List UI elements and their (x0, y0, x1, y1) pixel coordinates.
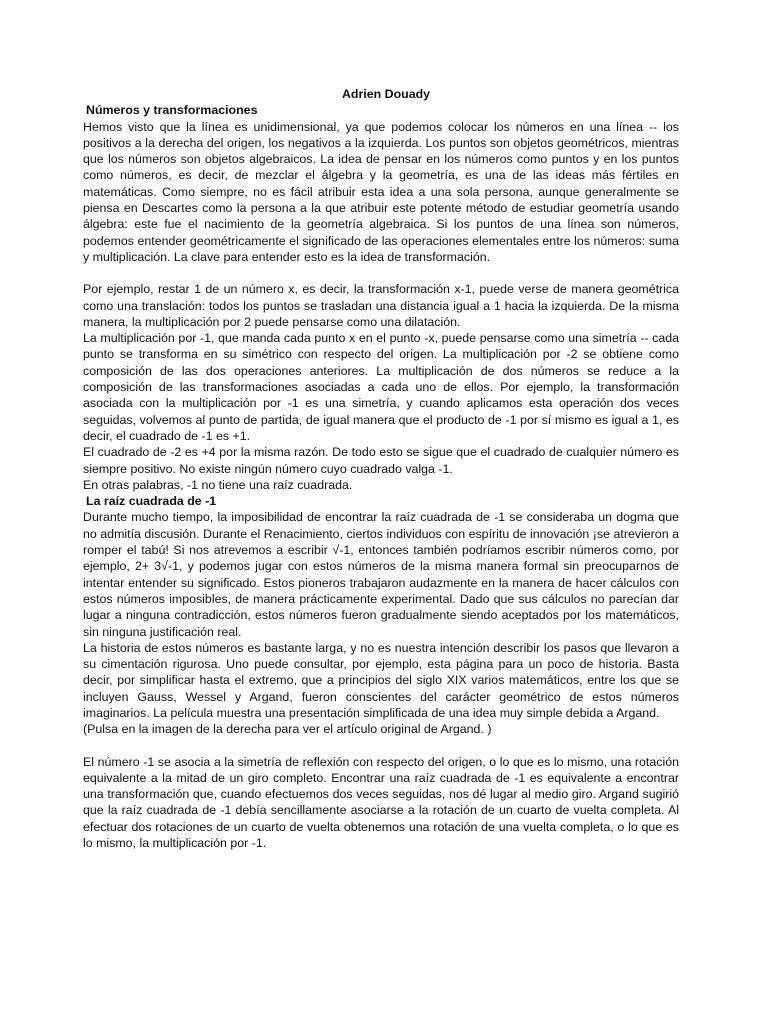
paragraph-3: La multiplicación por -1, que manda cada punto x en el punto -x, puede pensarse como una simetría -- cada punto se transforma en su simétrico con respecto del origen. La multiplicación por -2 se obtiene como composición de las dos operaciones anteriores. La multiplicación de dos números se reduce a la composición de las transformaciones asociadas a cada uno de ellos. Por ejemplo, la transformación asociada con la multiplicación por -1 es una simetría, y cuando aplicamos esta operación dos veces seguidas, volvemos al punto de partida, de igual manera que el producto de -1 por sí mismo es igual a 1, es decir, el cuadrado de -1 es +1. (83, 331, 679, 443)
document-title: Adrien Douady (341, 87, 431, 101)
paragraph-4: El cuadrado de -2 es +4 por la misma razón. De todo esto se sigue que el cuadrado de cualquier número es siempre positivo. No existe ningún número cuyo cuadrado valga -1. (83, 445, 679, 476)
paragraph-2: Por ejemplo, restar 1 de un número x, es decir, la transformación x-1, puede verse de manera geométrica como una translación: todos los puntos se trasladan una distancia igual a 1 hacia la izquierda. De la misma manera, la multiplicación por 2 puede pensarse como una dilatación. (83, 282, 679, 329)
paragraph-9: El número -1 se asocia a la simetría de reflexión con respecto del origen, o lo que es lo mismo, una rotación equivalente a la mitad de un giro completo. Encontrar una raíz cuadrada de -1 es equivalente a encontrar una transformación que, cuando efectuemos dos veces seguidas, nos dé lugar al medio giro. Argand sugirió que la raíz cuadrada de -1 debía sencillamente asociarse a la rotación de un cuarto de vuelta completa. Al efectuar dos rotaciones de un cuarto de vuelta obtenemos una rotación de una vuelta completa, o lo que es lo mismo, la multiplicación por -1. (83, 754, 679, 851)
paragraph-1: Hemos visto que la línea es unidimensional, ya que podemos colocar los números en una línea -- los positivos a la derecha del origen, los negativos a la izquierda. Los puntos son objetos geométricos, mientras que los números son objetos algebraicos. La idea de pensar en los números como puntos y en los puntos como números, es decir, de mezclar el álgebra y la geometría, es una de las ideas más fértiles en matemáticas. Como siempre, no es fácil atribuir esta idea a una sola persona, aunque generalmente se piensa en Descartes como la persona a la que atribuir este potente método de estudiar geometría usando álgebra: este fue el nacimiento de la geometría algebraica. Si los puntos de una línea son números, podemos entender geométricamente el significado de las operaciones elementales entre los números: suma y multiplicación. La clave para entender esto es la idea de transformación. (83, 119, 679, 264)
paragraph-6: Durante mucho tiempo, la imposibilidad de encontrar la raíz cuadrada de -1 se consideraba un dogma que no admitía discusión. Durante el Renacimiento, ciertos individuos con espíritu de innovación ¡se atrevieron a romper el tabú! Si nos atrevemos a escribir √-1, entonces también podríamos escribir números como, por ejemplo, 2+ 3√-1, y podemos jugar con estos números de la misma manera formal sin preocuparnos de intentar entender su significado. Estos pioneros trabajaron audazmente en la manera de hacer cálculos con estos números imposibles, de manera prácticamente experimental. Dado que sus cálculos no parecían dar lugar a ninguna contradicción, estos números fueron gradualmente siendo aceptados por los matemáticos, sin ninguna justificación real. (83, 510, 679, 639)
paragraph-7: La historia de estos números es bastante larga, y no es nuestra intención describir los pasos que llevaron a su cimentación rigurosa. Uno puede consultar, por ejemplo, esta página para un poco de historia. Basta decir, por simplificar hasta el extremo, que a principios del siglo XIX varios matemáticos, entre los que se incluyen Gauss, Wessel y Argand, fueron conscientes del carácter geométrico de estos números imaginarios. La película muestra una presentación simplificada de una idea muy simple debida a Argand. (83, 640, 679, 720)
paragraph-5: En otras palabras, -1 no tiene una raíz cuadrada. (83, 477, 353, 492)
paragraph-spacer (83, 265, 679, 281)
section-heading-raiz: La raíz cuadrada de -1 (86, 494, 217, 509)
paragraph-spacer (83, 738, 679, 754)
paragraph-8: (Pulsa en la imagen de la derecha para ver el artículo original de Argand. ) (83, 722, 492, 737)
document-body (83, 86, 679, 851)
section-heading-numeros: Números y transformaciones (86, 103, 258, 118)
